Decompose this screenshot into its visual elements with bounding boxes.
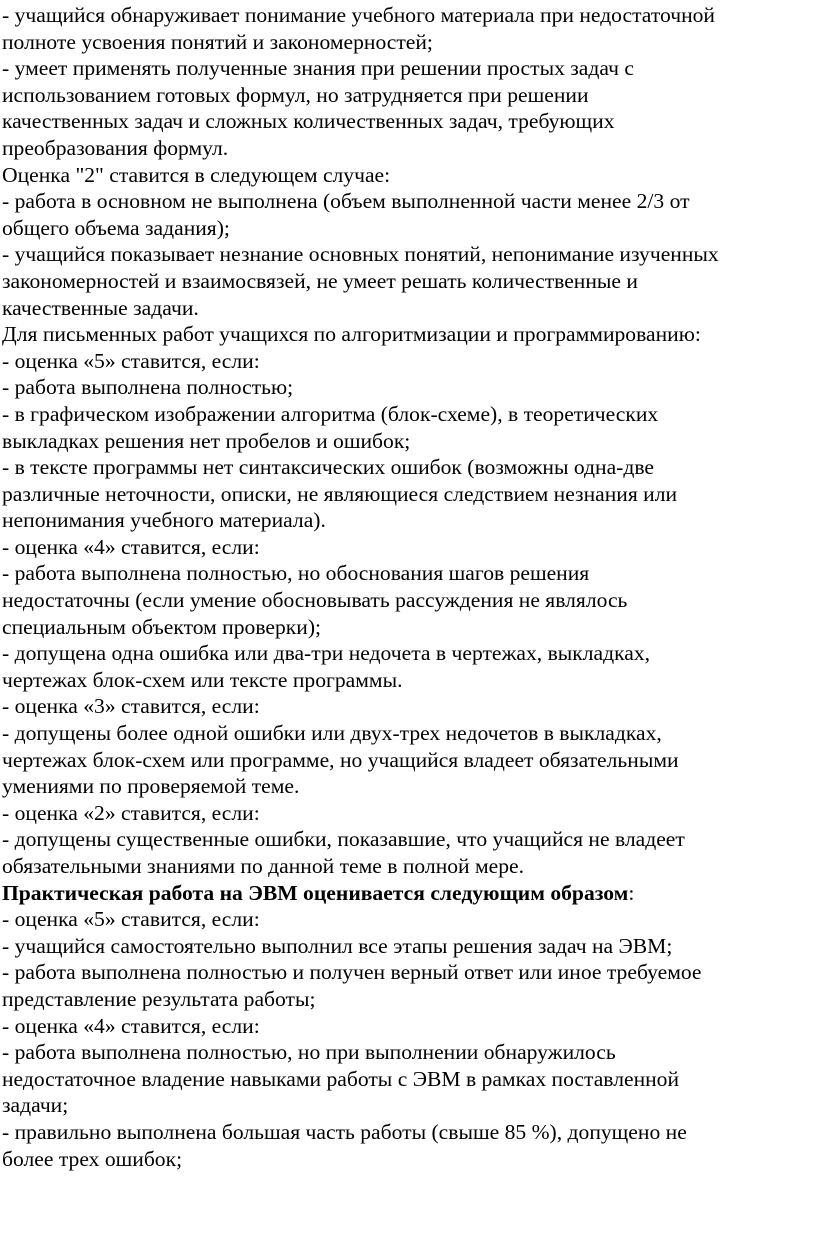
section-heading xyxy=(2,880,816,907)
text-line: общего объема задания); xyxy=(2,215,230,240)
text-line: различные неточности, описки, не являющиеся следствием незнания или xyxy=(2,481,678,506)
text-block-before xyxy=(2,2,816,880)
section-heading-bold: Практическая работа на ЭВМ оценивается следующим образом xyxy=(2,880,629,905)
text-line: - оценка «4» ставится, если: xyxy=(2,534,260,559)
text-line: закономерностей и взаимосвязей, не умеет решать количественные и xyxy=(2,268,638,293)
text-line: чертежах блок-схем или программе, но учащийся владеет обязательными xyxy=(2,747,679,772)
text-line: - умеет применять полученные знания при решении простых задач с xyxy=(2,56,634,81)
text-line: непонимания учебного материала). xyxy=(2,508,326,533)
text-line: - в графическом изображении алгоритма (блок-схеме), в теоретических xyxy=(2,401,659,426)
text-line: представление результата работы; xyxy=(2,986,316,1011)
text-line: специальным объектом проверки); xyxy=(2,614,322,639)
text-line: преобразования формул. xyxy=(2,135,229,160)
text-line: задачи; xyxy=(2,1093,69,1118)
text-line: - правильно выполнена большая часть работы (свыше 85 %), допущено не xyxy=(2,1119,687,1144)
text-line: - оценка «5» ставится, если: xyxy=(2,348,260,373)
text-line: - работа выполнена полностью, но обоснования шагов решения xyxy=(2,561,590,586)
text-line: качественные задачи. xyxy=(2,295,199,320)
text-line: - допущены существенные ошибки, показавшие, что учащийся не владеет xyxy=(2,827,685,852)
text-line: обязательными знаниями по данной теме в полной мере. xyxy=(2,854,525,878)
text-line: Оценка "2" ставится в следующем случае: xyxy=(2,162,391,187)
text-line: полноте усвоения понятий и закономерностей; xyxy=(2,29,433,54)
text-line: умениями по проверяемой теме. xyxy=(2,774,300,799)
text-line: - оценка «3» ставится, если: xyxy=(2,694,260,719)
text-block-after xyxy=(2,906,816,1172)
text-line: - учащийся обнаруживает понимание учебного материала при недостаточной xyxy=(2,3,715,27)
text-line: - допущены более одной ошибки или двух-трех недочетов в выкладках, xyxy=(2,721,662,746)
text-line: использованием готовых формул, но затрудняется при решении xyxy=(2,82,589,107)
text-line: - работа в основном не выполнена (объем выполненной части менее 2/3 от xyxy=(2,189,690,214)
text-line: Для письменных работ учащихся по алгоритмизации и программированию: xyxy=(2,322,701,347)
text-line: - оценка «5» ставится, если: xyxy=(2,907,260,932)
text-line: - допущена одна ошибка или два-три недочета в чертежах, выкладках, xyxy=(2,641,651,666)
text-line: - в тексте программы нет синтаксических ошибок (возможны одна-две xyxy=(2,455,654,480)
text-line: - работа выполнена полностью; xyxy=(2,375,294,400)
text-line: качественных задач и сложных количественных задач, требующих xyxy=(2,109,615,134)
section-heading-colon: : xyxy=(628,880,635,905)
text-line: - учащийся показывает незнание основных понятий, непонимание изученных xyxy=(2,242,719,267)
text-line: более трех ошибок; xyxy=(2,1146,183,1171)
text-line: недостаточное владение навыками работы с ЭВМ в рамках поставленной xyxy=(2,1066,680,1091)
text-line: - работа выполнена полностью, но при выполнении обнаружилось xyxy=(2,1040,616,1065)
text-line: недостаточны (если умение обосновывать рассуждения не являлось xyxy=(2,588,628,613)
text-line: - работа выполнена полностью и получен верный ответ или иное требуемое xyxy=(2,960,702,985)
text-line: выкладках решения нет пробелов и ошибок; xyxy=(2,428,411,453)
text-line: чертежах блок-схем или тексте программы. xyxy=(2,667,403,692)
text-line: - оценка «2» ставится, если: xyxy=(2,800,260,825)
text-line: - учащийся самостоятельно выполнил все этапы решения задач на ЭВМ; xyxy=(2,933,673,958)
text-line: - оценка «4» ставится, если: xyxy=(2,1013,260,1038)
